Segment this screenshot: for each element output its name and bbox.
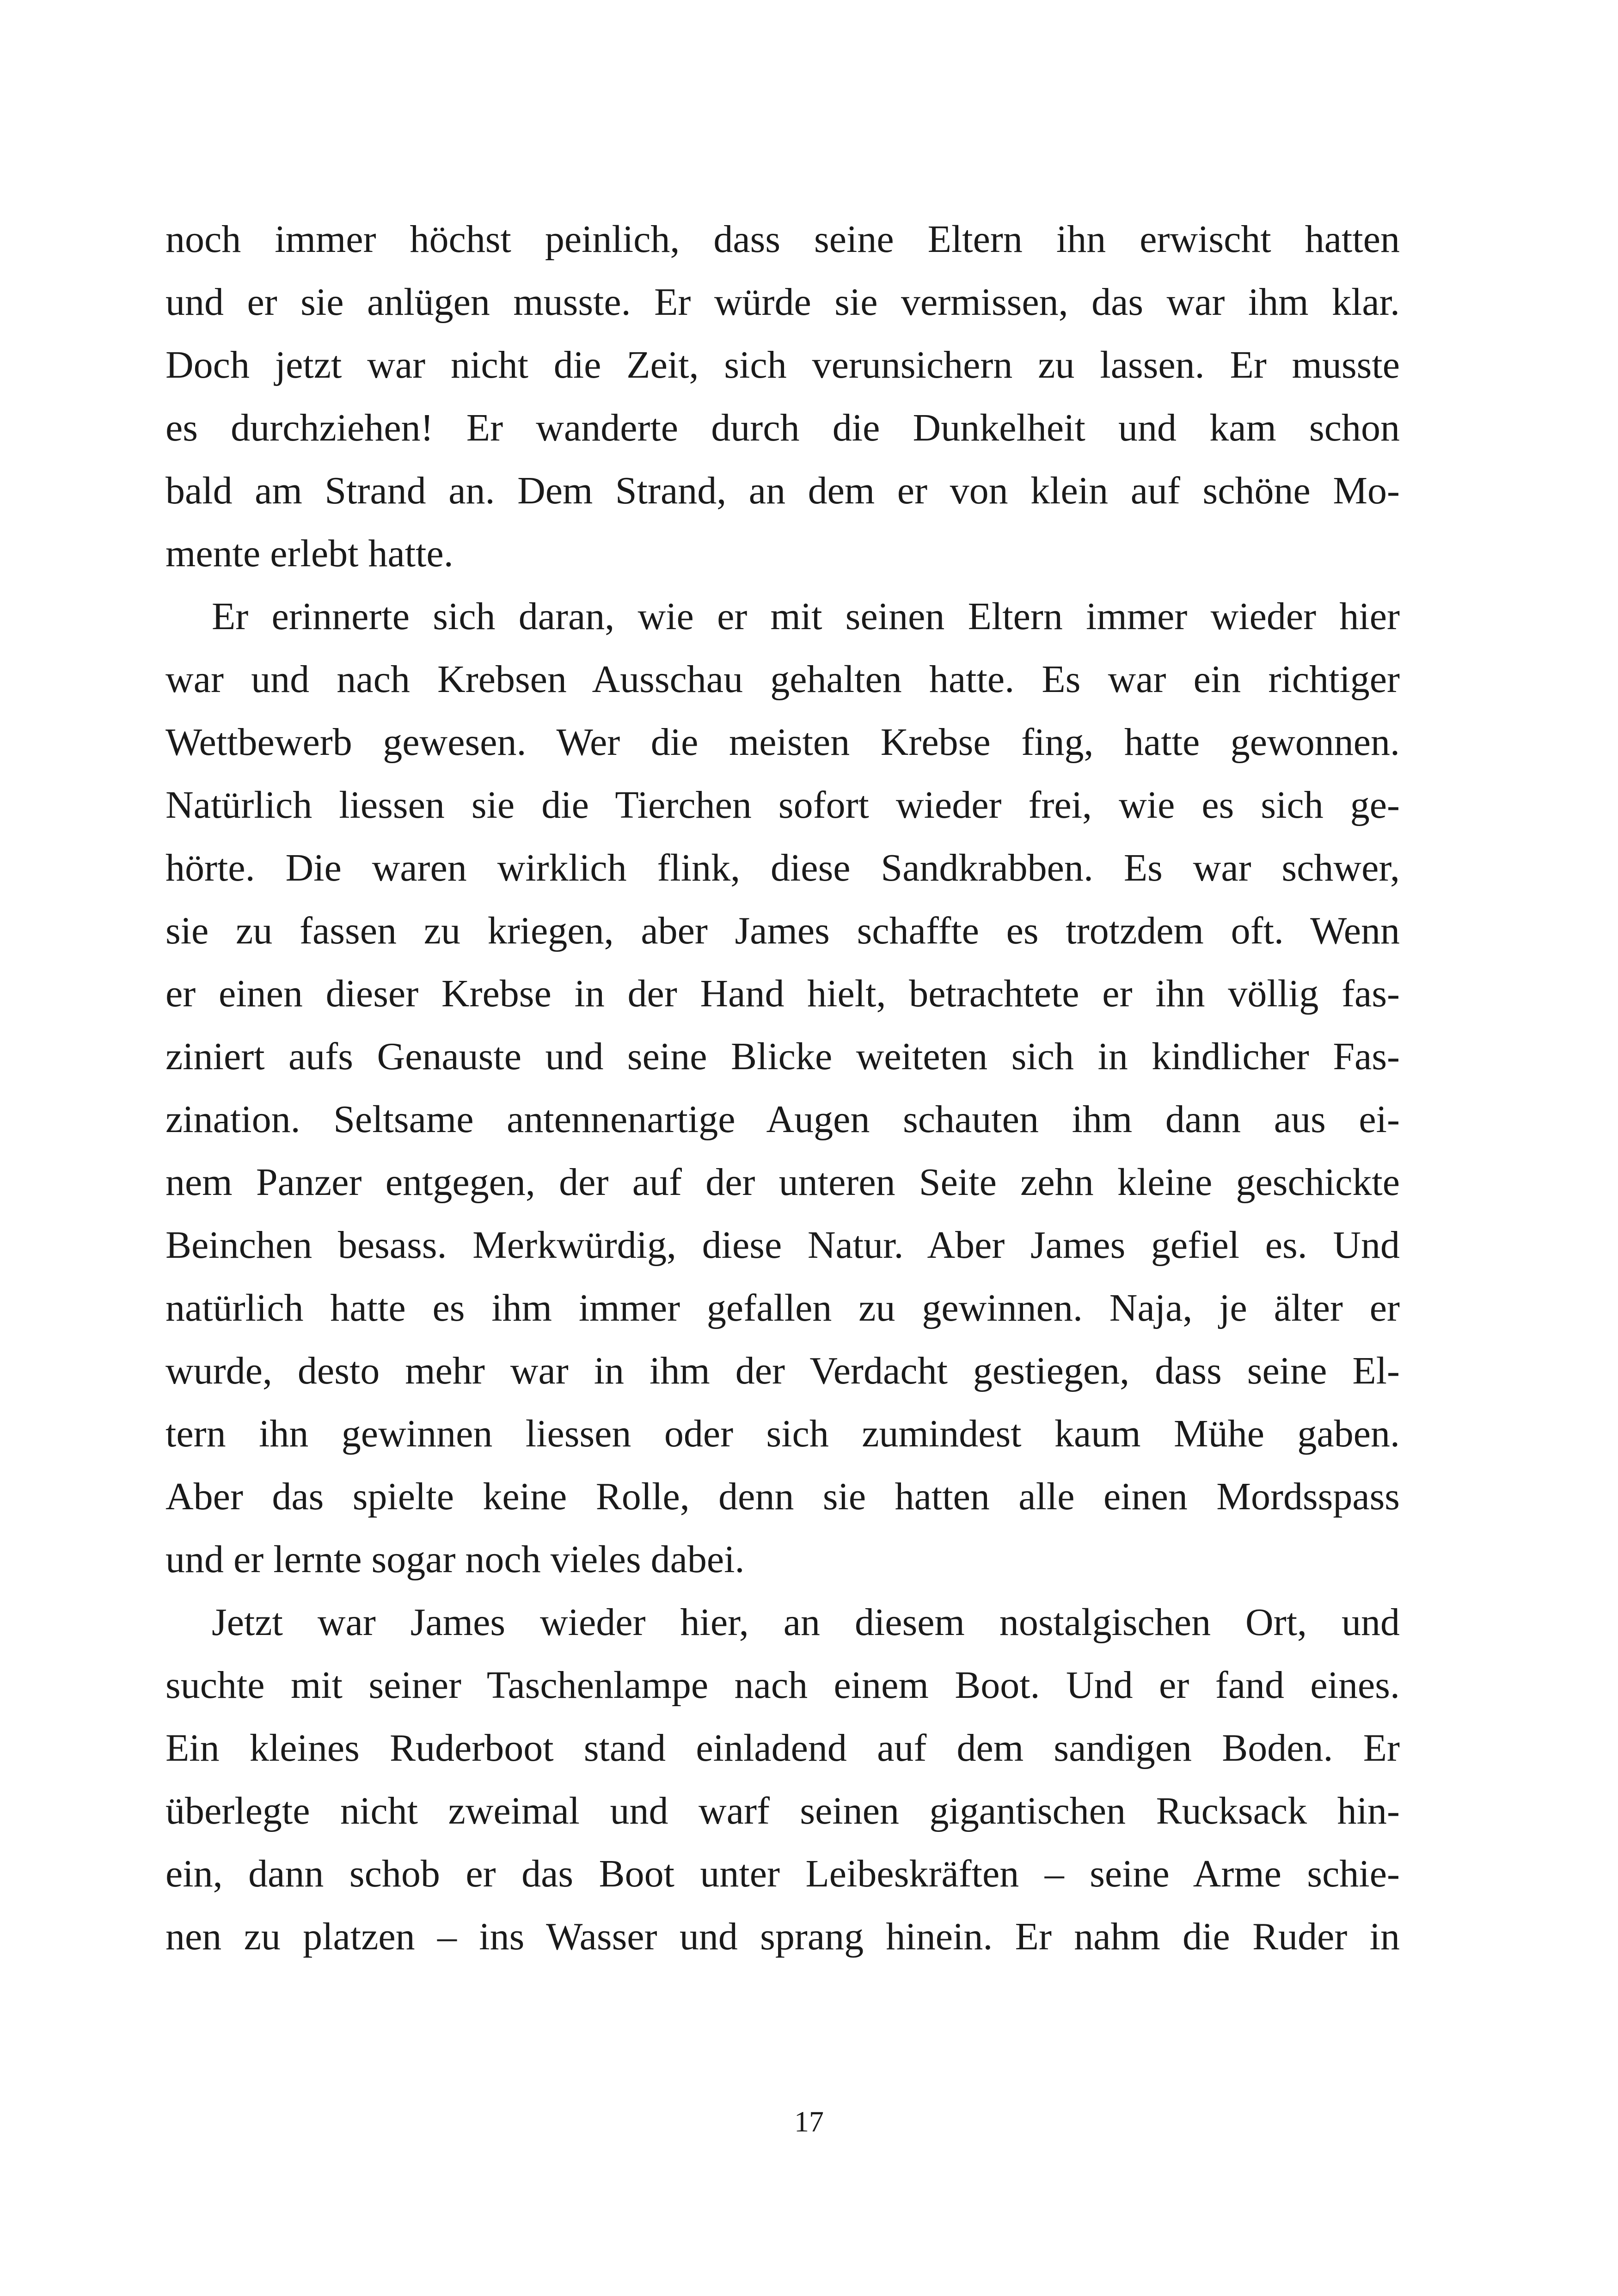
text-line: überlegte nicht zweimal und warf seinen gigantischen Rucksack hin-	[165, 1789, 1400, 1832]
text-line: Doch jetzt war nicht die Zeit, sich verunsichern zu lassen. Er musste	[165, 343, 1400, 386]
text-line: Natürlich liessen sie die Tierchen sofort wieder frei, wie es sich ge-	[165, 784, 1400, 827]
page-number: 17	[794, 2105, 824, 2138]
text-line: sie zu fassen zu kriegen, aber James schaffte es trotzdem oft. Wenn	[165, 909, 1400, 952]
text-line: noch immer höchst peinlich, dass seine Eltern ihn erwischt hatten	[165, 218, 1400, 261]
text-line: Jetzt war James wieder hier, an diesem nostalgischen Ort, und	[212, 1601, 1400, 1644]
text-line: hörte. Die waren wirklich flink, diese Sandkrabben. Es war schwer,	[165, 846, 1400, 889]
text-line: tern ihn gewinnen liessen oder sich zumindest kaum Mühe gaben.	[165, 1412, 1400, 1455]
text-line: wurde, desto mehr war in ihm der Verdacht gestiegen, dass seine El-	[165, 1349, 1400, 1392]
text-line: Wettbewerb gewesen. Wer die meisten Krebse fing, hatte gewonnen.	[165, 721, 1400, 764]
text-line: zination. Seltsame antennenartige Augen schauten ihm dann aus ei-	[165, 1098, 1400, 1141]
text-line: bald am Strand an. Dem Strand, an dem er von klein auf schöne Mo-	[165, 469, 1400, 512]
text-line: und er lernte sogar noch vieles dabei.	[165, 1538, 745, 1581]
text-line: Ein kleines Ruderboot stand einladend auf dem sandigen Boden. Er	[165, 1727, 1400, 1769]
text-line: Beinchen besass. Merkwürdig, diese Natur. Aber James gefiel es. Und	[165, 1224, 1400, 1267]
text-line: Aber das spielte keine Rolle, denn sie hatten alle einen Mordsspass	[165, 1475, 1400, 1518]
text-line: war und nach Krebsen Ausschau gehalten hatte. Es war ein richtiger	[165, 658, 1400, 701]
text-line: es durchziehen! Er wanderte durch die Dunkelheit und kam schon	[165, 406, 1400, 449]
text-line: ziniert aufs Genauste und seine Blicke weiteten sich in kindlicher Fas-	[165, 1035, 1400, 1078]
text-line: natürlich hatte es ihm immer gefallen zu gewinnen. Naja, je älter er	[165, 1286, 1400, 1329]
text-line: suchte mit seiner Taschenlampe nach einem Boot. Und er fand eines.	[165, 1664, 1400, 1707]
text-line: nem Panzer entgegen, der auf der unteren Seite zehn kleine geschickte	[165, 1161, 1400, 1204]
text-line: mente erlebt hatte.	[165, 532, 454, 575]
body-text	[165, 208, 1400, 1968]
text-line: nen zu platzen – ins Wasser und sprang hinein. Er nahm die Ruder in	[165, 1915, 1400, 1958]
text-line: ein, dann schob er das Boot unter Leibeskräften – seine Arme schie-	[165, 1852, 1400, 1895]
text-line: er einen dieser Krebse in der Hand hielt, betrachtete er ihn völlig fas-	[165, 972, 1400, 1015]
text-line: und er sie anlügen musste. Er würde sie vermissen, das war ihm klar.	[165, 281, 1400, 324]
text-line: Er erinnerte sich daran, wie er mit seinen Eltern immer wieder hier	[212, 595, 1400, 638]
